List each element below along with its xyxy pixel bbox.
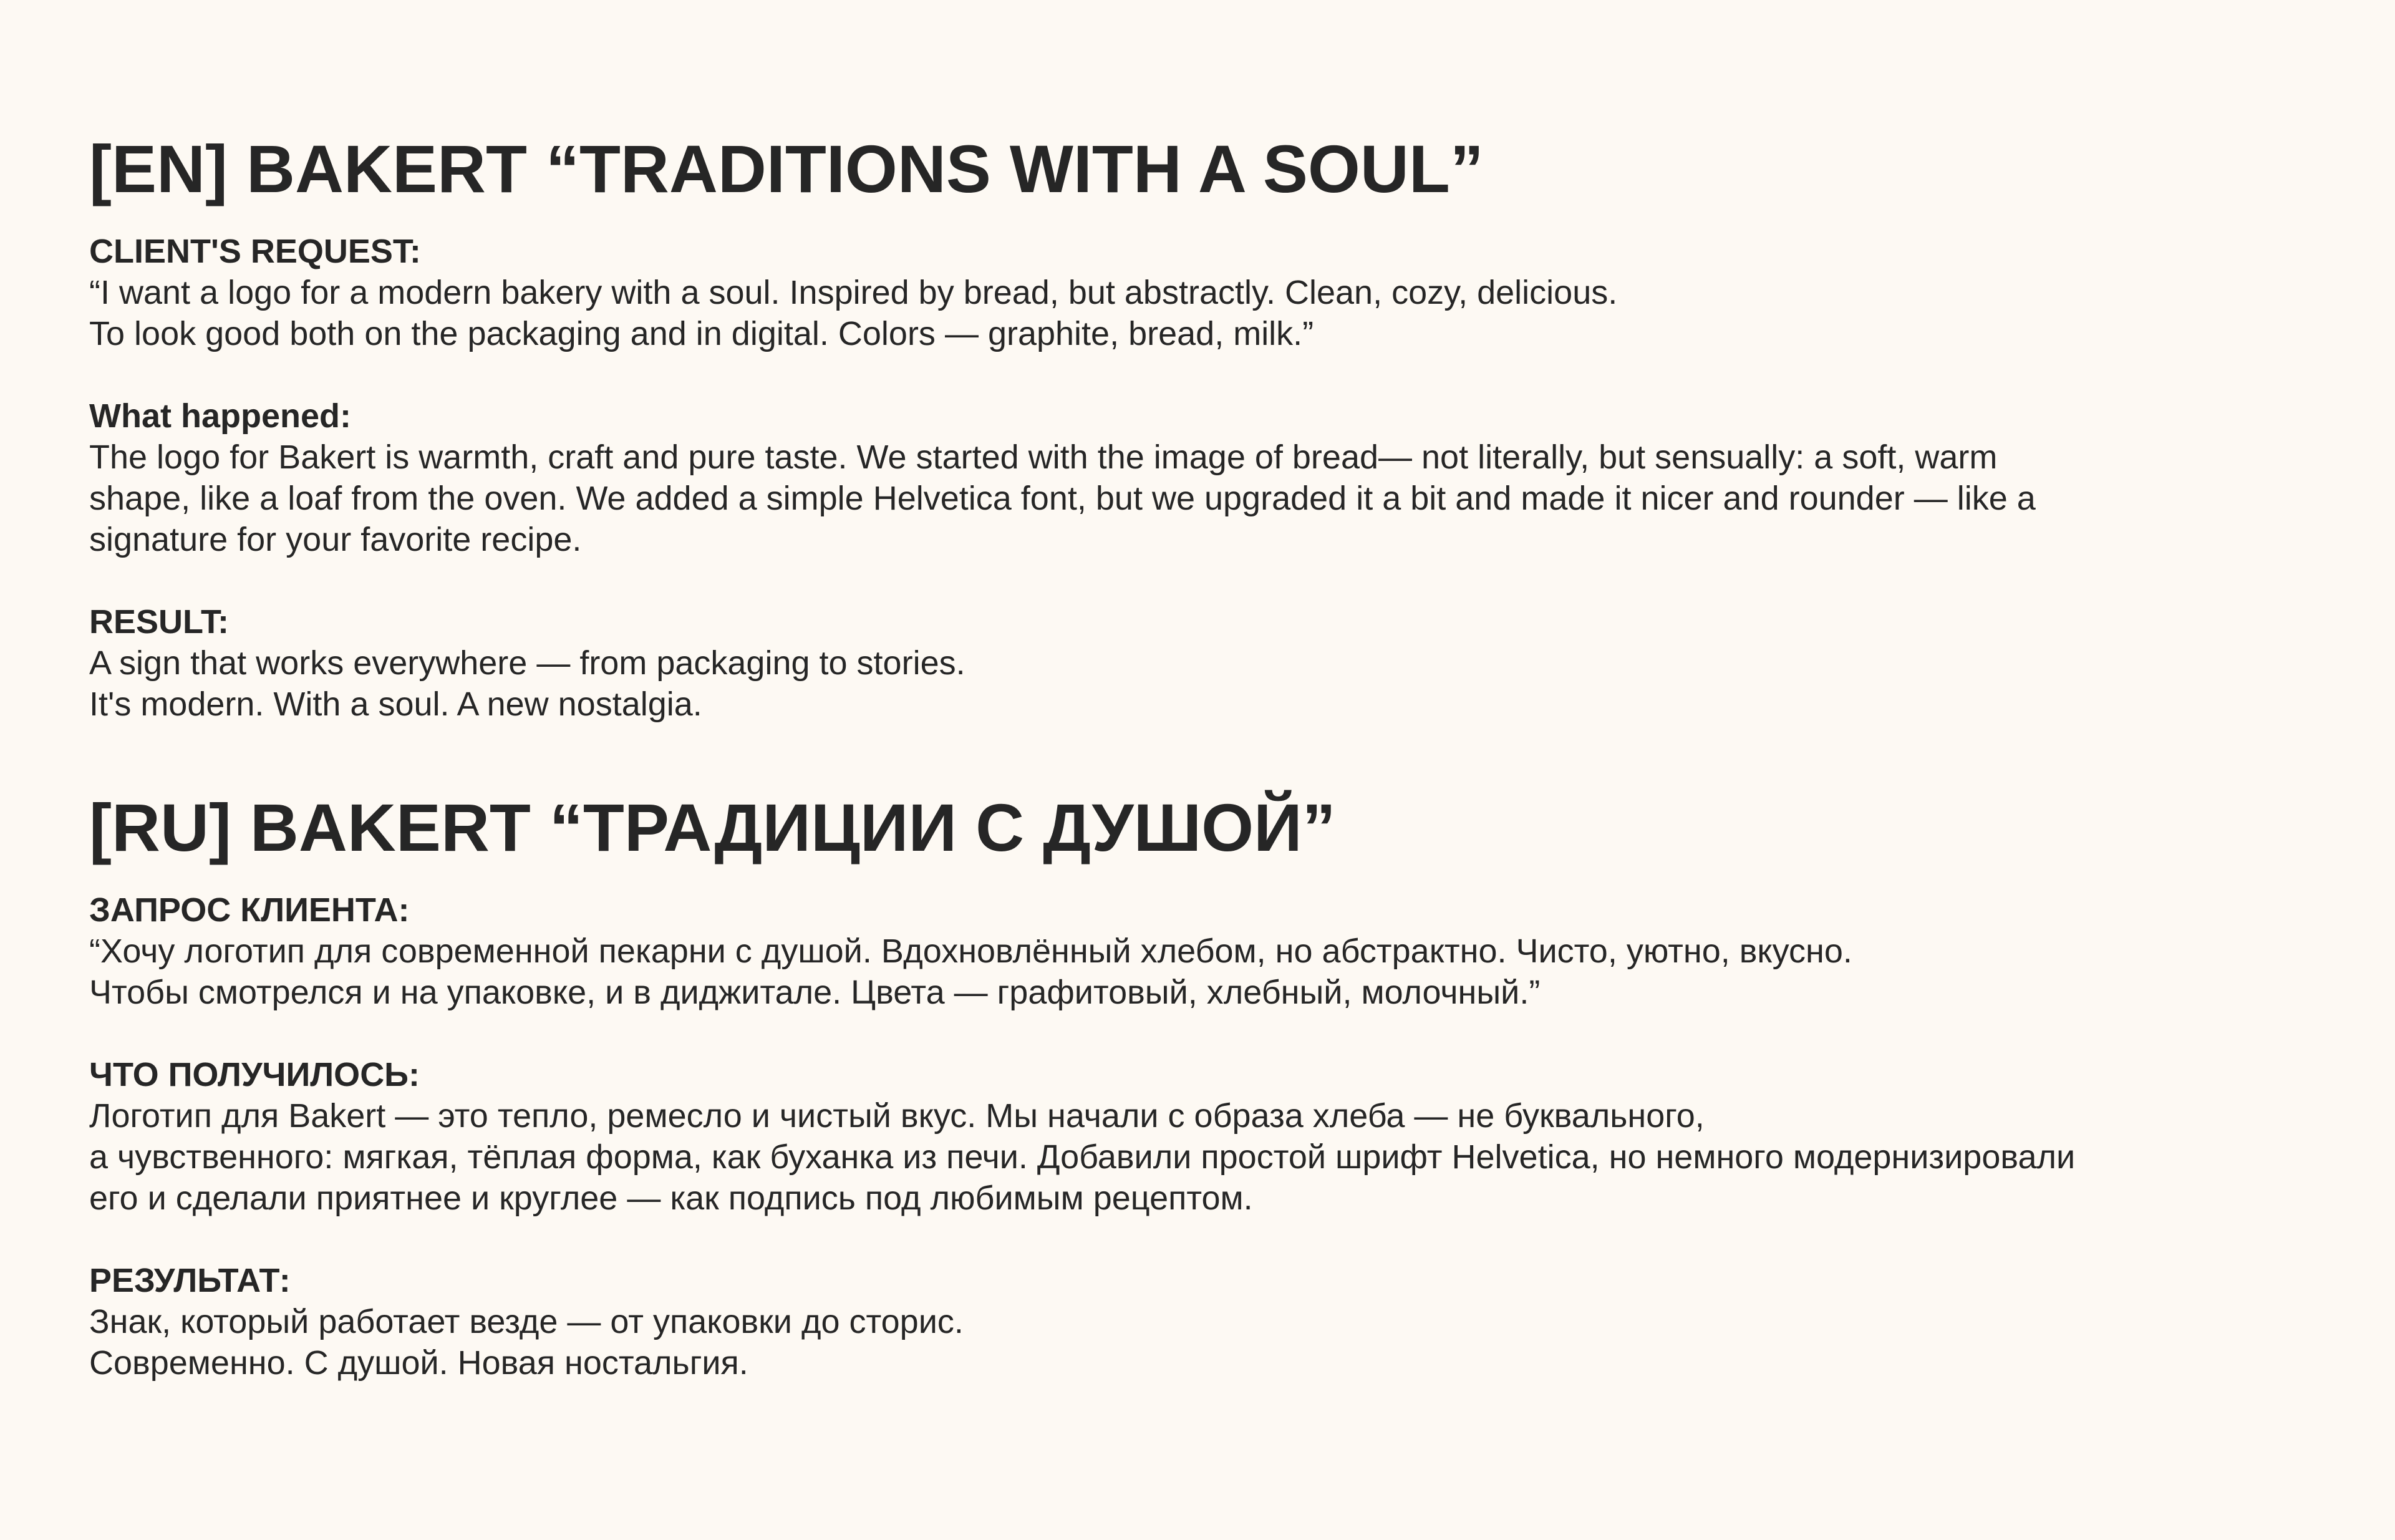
body-line: его и сделали приятнее и круглее — как подпись под любимым рецептом.	[89, 1179, 1253, 1217]
body-line: Чтобы смотрелся и на упаковке, и в диджитале. Цвета — графитовый, хлебный, молочный.”	[89, 974, 1541, 1011]
body-line: а чувственного: мягкая, тёплая форма, как буханка из печи. Добавили простой шрифт Helvetica, но немного модернизировали	[89, 1138, 2076, 1176]
document	[89, 131, 2335, 1383]
body-line: signature for your favorite recipe.	[89, 521, 582, 558]
body-line: A sign that works everywhere — from packaging to stories.	[89, 644, 965, 682]
what-happened-block-ru	[89, 1054, 2335, 1219]
body-line: To look good both on the packaging and in digital. Colors — graphite, bread, milk.”	[89, 315, 1314, 352]
body-line: “I want a logo for a modern bakery with a soul. Inspired by bread, but abstractly. Clean, cozy, delicious.	[89, 274, 1618, 311]
block-label: ЧТО ПОЛУЧИЛОСЬ:	[89, 1056, 420, 1093]
what-happened-block-en	[89, 395, 2335, 560]
section-title-ru: [RU] BAKERT “ТРАДИЦИИ С ДУШОЙ”	[89, 790, 1336, 865]
body-line: “Хочу логотип для современной пекарни с душой. Вдохновлённый хлебом, но абстрактно. Чисто, уютно, вкусно.	[89, 932, 1852, 970]
block-label: What happened:	[89, 397, 351, 435]
result-block-ru	[89, 1260, 2335, 1383]
body-line: Логотип для Bakert — это тепло, ремесло и чистый вкус. Мы начали с образа хлеба — не буквального,	[89, 1097, 1705, 1135]
body-line: The logo for Bakert is warmth, craft and pure taste. We started with the image of bread— not literally, but sensually: a soft, warm	[89, 438, 1998, 476]
section-ru	[89, 790, 2335, 1383]
block-label: RESULT:	[89, 603, 229, 641]
block-label: CLIENT'S REQUEST:	[89, 233, 421, 270]
body-line: It's modern. With a soul. A new nostalgia.	[89, 685, 702, 723]
client-request-block-en	[89, 231, 2335, 354]
body-line: Современно. С душой. Новая ностальгия.	[89, 1344, 748, 1382]
body-line: Знак, который работает везде — от упаковки до сторис.	[89, 1303, 964, 1340]
client-request-block-ru	[89, 889, 2335, 1013]
result-block-en	[89, 601, 2335, 725]
section-title-en: [EN] BAKERT “TRADITIONS WITH A SOUL”	[89, 131, 1484, 206]
section-en	[89, 131, 2335, 725]
block-label: ЗАПРОС КЛИЕНТА:	[89, 891, 410, 929]
body-line: shape, like a loaf from the oven. We added a simple Helvetica font, but we upgraded it a bit and made it nicer and rounder — like a	[89, 480, 2036, 517]
block-label: РЕЗУЛЬТАТ:	[89, 1262, 291, 1299]
